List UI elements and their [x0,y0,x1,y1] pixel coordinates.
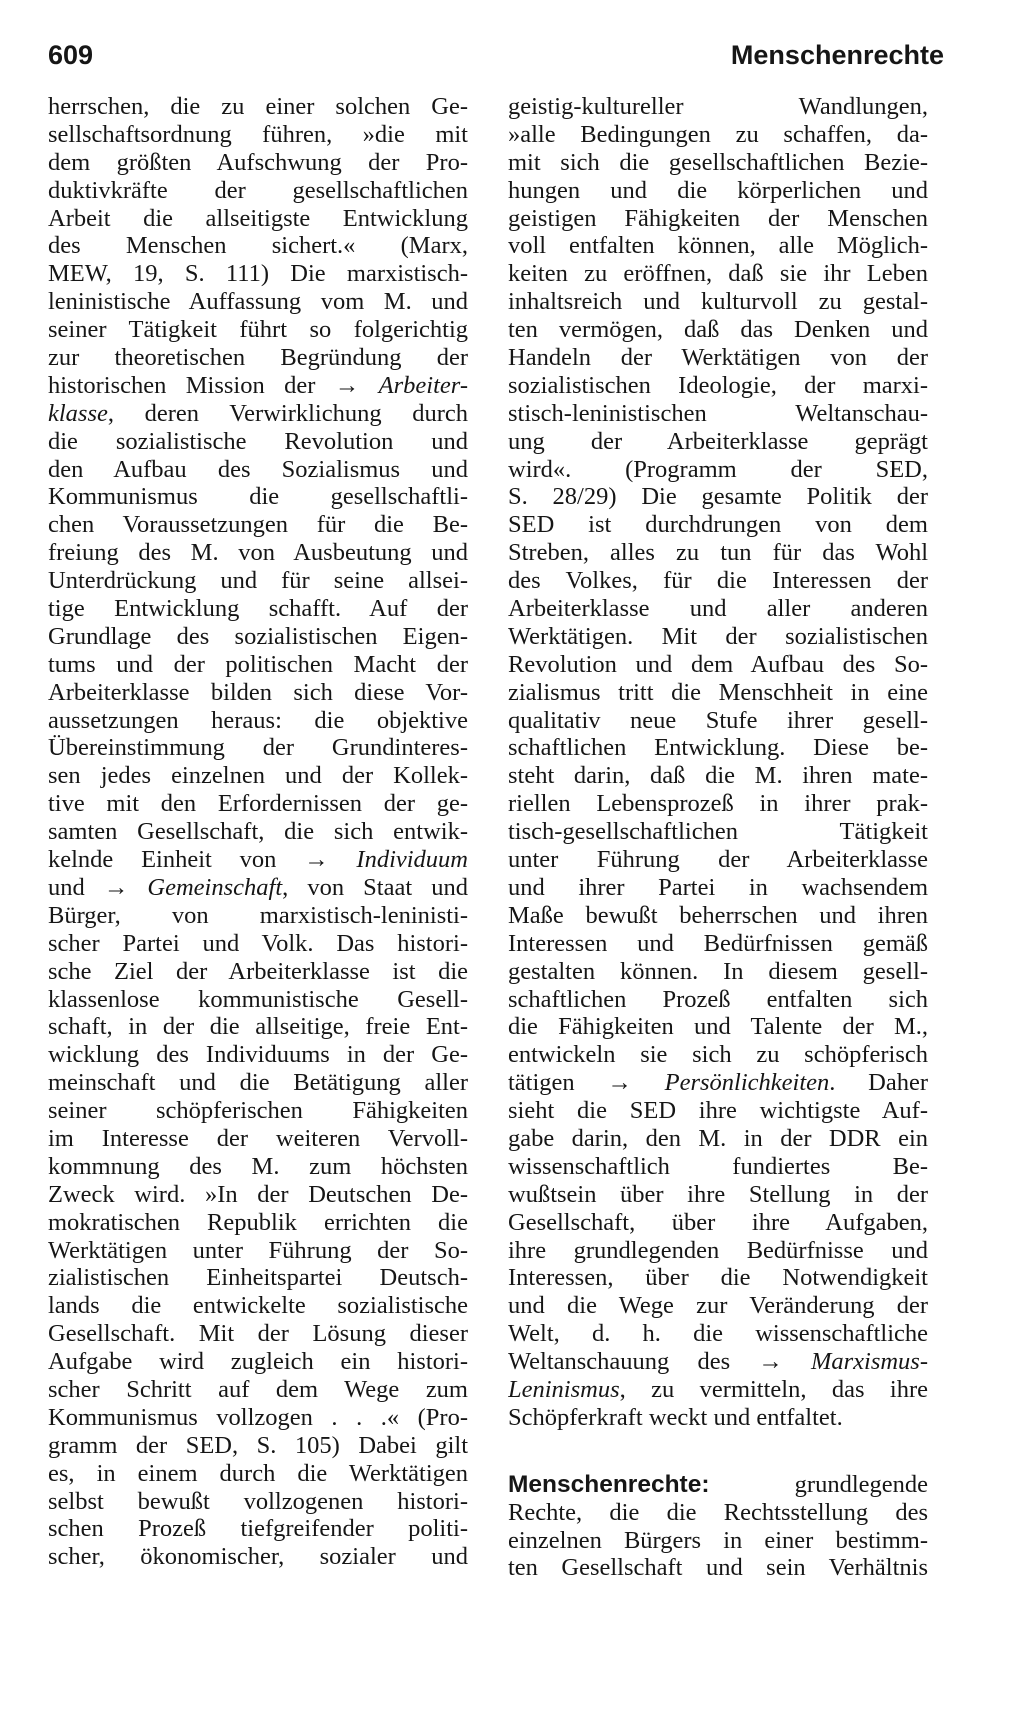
text-line: SED ist durchdrungen von dem [508,511,928,539]
text-line: lands die entwickelte sozialistische [48,1292,468,1320]
text-line: die sozialistische Revolution und [48,427,468,455]
text-line: Kommunismus die gesellschaftli- [48,483,468,511]
text-line: historischen Mission der → Arbeiter- [48,371,468,399]
text-line: Gesellschaft, über ihre Aufgaben, [508,1208,928,1236]
text-line: Übereinstimmung der Grundinteres- [48,734,468,762]
text-line: unter Führung der Arbeiterklasse [508,846,928,874]
text-line: schen Prozeß tiefgreifender politi- [48,1515,468,1543]
text-line: es, in einem durch die Werktätigen [48,1459,468,1487]
text-line: riellen Lebensprozeß in ihrer prak- [508,790,928,818]
text-line: tätigen → Persönlichkeiten. Daher [508,1069,928,1097]
text-line: kommnung des M. zum höchsten [48,1152,468,1180]
text-line: zialismus tritt die Menschheit in eine [508,678,928,706]
text-line: ten vermögen, daß das Denken und [508,316,928,344]
text-line: seiner schöpferischen Fähigkeiten [48,1097,468,1125]
text-line: gestalten können. In diesem gesell- [508,957,928,985]
text-line: sieht die SED ihre wichtigste Auf- [508,1097,928,1125]
text-line: ihre grundlegenden Bedürfnisse und [508,1236,928,1264]
text-line: zialistischen Einheitspartei Deutsch- [48,1264,468,1292]
text-line: hungen und die körperlichen und [508,176,928,204]
text-line: Unterdrückung und für seine allsei- [48,567,468,595]
text-line: selbst bewußt vollzogenen histori- [48,1487,468,1515]
text-line: und → Gemeinschaft, von Staat und [48,873,468,901]
text-line: zur theoretischen Begründung der [48,344,468,372]
text-line: einzelnen Bürgers in einer bestimm- [508,1526,928,1554]
text-line: gramm der SED, S. 105) Dabei gilt [48,1431,468,1459]
text-line: samten Gesellschaft, die sich entwik- [48,818,468,846]
text-line: mit sich die gesellschaftlichen Bezie- [508,148,928,176]
text-line: Interessen, über die Notwendigkeit [508,1264,928,1292]
text-line: sellschaftsordnung führen, »die mit [48,120,468,148]
entry-separator [508,1432,928,1471]
text-line: Streben, alles zu tun für das Wohl [508,539,928,567]
text-line: tige Entwicklung schafft. Auf der [48,595,468,623]
text-line: im Interesse der weiteren Vervoll- [48,1124,468,1152]
text-line: Werktätigen. Mit der sozialistischen [508,622,928,650]
entry-headword: Menschenrechte: [508,1470,710,1498]
text-line: des Volkes, für die Interessen der [508,567,928,595]
text-line: klasse, deren Verwirklichung durch [48,399,468,427]
text-line: den Aufbau des Sozialismus und [48,455,468,483]
text-line: Weltanschauung des → Marxismus- [508,1348,928,1376]
text-line: Leninismus, zu vermitteln, das ihre [508,1375,928,1403]
text-line: S. 28/29) Die gesamte Politik der [508,483,928,511]
text-line: »alle Bedingungen zu schaffen, da- [508,120,928,148]
text-line: geistigen Fähigkeiten der Menschen [508,204,928,232]
entry-text: grundlegende [709,1470,928,1498]
text-line: ung der Arbeiterklasse geprägt [508,427,928,455]
right-column [508,93,928,1582]
text-line: schaft, in der die allseitige, freie Ent- [48,1013,468,1041]
text-line: seiner Tätigkeit führt so folgerichtig [48,316,468,344]
text-line: stisch-leninistischen Weltanschau- [508,399,928,427]
text-line: gabe darin, den M. in der DDR ein [508,1124,928,1152]
text-line: Rechte, die die Rechtsstellung des [508,1498,928,1526]
text-line: inhaltsreich und kulturvoll zu gestal- [508,288,928,316]
text-line: wird«. (Programm der SED, [508,455,928,483]
text-line: Werktätigen unter Führung der So- [48,1236,468,1264]
text-line: schaftlichen Prozeß entfalten sich [508,985,928,1013]
text-line: Grundlage des sozialistischen Eigen- [48,622,468,650]
text-line: Aufgabe wird zugleich ein histori- [48,1348,468,1376]
text-line: wissenschaftlich fundiertes Be- [508,1152,928,1180]
text-line: Handeln der Werktätigen von der [508,344,928,372]
text-line: Kommunismus vollzogen . . .« (Pro- [48,1403,468,1431]
text-line: freiung des M. von Ausbeutung und [48,539,468,567]
text-line: leninistische Auffassung vom M. und [48,288,468,316]
text-line: schaftlichen Entwicklung. Diese be- [508,734,928,762]
text-line: aussetzungen heraus: die objektive [48,706,468,734]
text-line: sche Ziel der Arbeiterklasse ist die [48,957,468,985]
text-line: qualitativ neue Stufe ihrer gesell- [508,706,928,734]
text-line: keiten zu eröffnen, daß sie ihr Leben [508,260,928,288]
text-line: mokratischen Republik errichten die [48,1208,468,1236]
text-line: scher Partei und Volk. Das histori- [48,929,468,957]
text-line: und die Wege zur Veränderung der [508,1292,928,1320]
text-line: Zweck wird. »In der Deutschen De- [48,1180,468,1208]
text-line: Interessen und Bedürfnissen gemäß [508,929,928,957]
text-line: Welt, d. h. die wissenschaftliche [508,1320,928,1348]
text-line: dem größten Aufschwung der Pro- [48,148,468,176]
text-line: und ihrer Partei in wachsendem [508,873,928,901]
text-line: MEW, 19, S. 111) Die marxistisch- [48,260,468,288]
text-line: wicklung des Individuums in der Ge- [48,1041,468,1069]
text-line: steht darin, daß die M. ihren mate- [508,762,928,790]
running-head: Menschenrechte [730,40,944,70]
text-line: sozialistischen Ideologie, der marxi- [508,371,928,399]
text-line: Maße bewußt beherrschen und ihren [508,901,928,929]
text-line: Revolution und dem Aufbau des So- [508,650,928,678]
text-line: tive mit den Erfordernissen der ge- [48,790,468,818]
entry-first-line [508,1471,928,1499]
text-line: Schöpferkraft weckt und entfaltet. [508,1403,843,1431]
text-line: die Fähigkeiten und Talente der M., [508,1013,928,1041]
text-line: meinschaft und die Betätigung aller [48,1069,468,1097]
text-line: scher, ökonomischer, sozialer und [48,1543,468,1571]
text-line: geistig-kultureller Wandlungen, [508,93,928,120]
text-line: herrschen, die zu einer solchen Ge- [48,93,468,120]
text-line: tums und der politischen Macht der [48,650,468,678]
text-line: kelnde Einheit von → Individuum [48,846,468,874]
text-line: sen jedes einzelnen und der Kollek- [48,762,468,790]
text-line: tisch-gesellschaftlichen Tätigkeit [508,818,928,846]
page-number: 609 [48,40,94,70]
text-line: klassenlose kommunistische Gesell- [48,985,468,1013]
text-line: duktivkräfte der gesellschaftlichen [48,176,468,204]
text-line: wußtsein über ihre Stellung in der [508,1180,928,1208]
text-line: Gesellschaft. Mit der Lösung dieser [48,1320,468,1348]
text-line: Arbeiterklasse bilden sich diese Vor- [48,678,468,706]
text-line: Arbeiterklasse und aller anderen [508,595,928,623]
text-line: chen Voraussetzungen für die Be- [48,511,468,539]
text-line: ten Gesellschaft und sein Verhältnis [508,1554,928,1582]
text-line: Bürger, von marxistisch-leninisti- [48,901,468,929]
text-line: voll entfalten können, alle Möglich- [508,232,928,260]
text-line: scher Schritt auf dem Wege zum [48,1375,468,1403]
page-header [0,40,1024,80]
text-line: entwickeln sie sich zu schöpferisch [508,1041,928,1069]
text-line: Arbeit die allseitigste Entwicklung [48,204,468,232]
text-line: des Menschen sichert.« (Marx, [48,232,468,260]
left-column [48,93,468,1571]
